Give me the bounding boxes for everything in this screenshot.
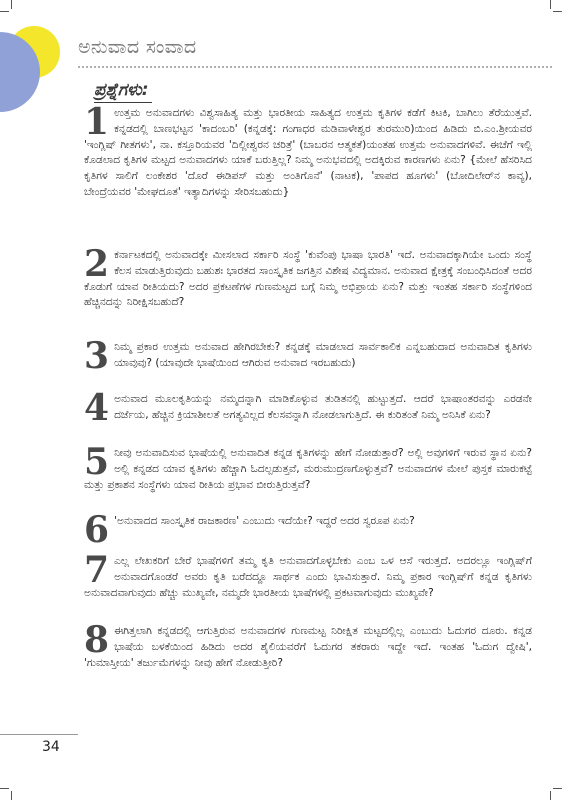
question-item bbox=[84, 387, 532, 429]
question-text: 'ಅನುವಾದದ ಸಾಂಸ್ಕೃತಿಕ ರಾಜಕಾರಣ' ಎಂಬುದು ಇದೆಯೇ? ಇದ್ದರೆ ಅದರ ಸ್ವರೂಪ ಏನು? bbox=[114, 515, 415, 527]
crop-mark bbox=[550, 791, 551, 800]
crop-mark bbox=[11, 0, 12, 9]
question-item bbox=[84, 335, 532, 377]
crop-mark bbox=[553, 788, 562, 789]
question-number: 5 bbox=[84, 441, 110, 483]
question-number: 3 bbox=[84, 335, 110, 377]
running-header: ಅನುವಾದ ಸಂವಾದ bbox=[78, 36, 197, 58]
question-item bbox=[84, 619, 532, 671]
question-text: ಕರ್ನಾಟಕದಲ್ಲಿ ಅನುವಾದಕ್ಕೇ ಮೀಸಲಾದ ಸರ್ಕಾರಿ ಸಂಸ್ಥೆ 'ಕುವೆಂಪು ಭಾಷಾ ಭಾರತಿ' ಇದೆ. ಅನುವಾದಕ್ಕಾಗಿಯೇ ಒಂದು ಸಂಸ್ಥೆ ಕೆಲಸ ಮಾಡುತ್ತಿರುವುದು ಬಹುಶಃ ಭಾರತದ ಸಾಂಸ್ಕೃತಿಕ ಜಗತ್ತಿನ ವಿಶೇಷ ವಿದ್ಯಮಾನ. ಅನುವಾದ ಕ್ಷೇತ್ರಕ್ಕೆ ಸಂಬಂಧಿಸಿದಂತೆ ಅದರ ಕೊಡುಗೆ ಯಾವ ರೀತಿಯದು? ಅದರ ಪ್ರಕಟಣೆಗಳ ಗುಣಮಟ್ಟದ ಬಗ್ಗೆ ನಿಮ್ಮ ಅಭಿಪ್ರಾಯ ಏನು? ಮತ್ತು ಇಂತಹ ಸರ್ಕಾರಿ ಸಂಸ್ಥೆಗಳಿಂದ ಹೆಚ್ಚಿನದನ್ನು ನಿರೀಕ್ಷಿಸಬಹುದೆ? bbox=[84, 249, 532, 309]
question-number: 2 bbox=[84, 243, 110, 285]
question-text: ಎಲ್ಲ ಲೇಖಕರಿಗೆ ಬೇರೆ ಭಾಷೆಗಳಿಗೆ ತಮ್ಮ ಕೃತಿ ಅನುವಾದಗೊಳ್ಳಬೇಕು ಎಂಬ ಒಳ ಆಸೆ ಇರುತ್ತದೆ. ಅದರಲ್ಲೂ ಇಂಗ್ಲಿಷ್‌ಗೆ ಅನುವಾದಗೊಂಡರೆ ಅವರು ಕೃತಿ ಬರೆದದ್ದೂ ಸಾರ್ಥಕ ಎಂದು ಭಾವಿಸುತ್ತಾರೆ. ನಿಮ್ಮ ಪ್ರಕಾರ ಇಂಗ್ಲಿಷ್‌ಗೆ ಕನ್ನಡ ಕೃತಿಗಳು ಅನುವಾದವಾಗುವುದು ಹೆಚ್ಚು ಮುಖ್ಯವೇ, ನಮ್ಮದೇ ಭಾರತೀಯ ಭಾಷೆಗಳಲ್ಲಿ ಪ್ರಕಟವಾಗುವುದು ಮುಖ್ಯವೇ? bbox=[84, 555, 532, 599]
question-number: 1 bbox=[84, 101, 110, 143]
question-text: ಉತ್ತಮ ಅನುವಾದಗಳು ವಿಶ್ವಸಾಹಿತ್ಯ ಮತ್ತು ಭಾರತೀಯ ಸಾಹಿತ್ಯದ ಉತ್ತಮ ಕೃತಿಗಳ ಕಡೆಗೆ ಕಿಟಕಿ, ಬಾಗಿಲು ತೆರೆಯುತ್ತವೆ. ಕನ್ನಡದಲ್ಲಿ ಬಾಣಭಟ್ಟನ 'ಕಾದಂಬರಿ' (ಕನ್ನಡಕ್ಕೆ: ಗಂಗಾಧರ ಮಡಿವಾಳೇಶ್ವರ ತುರಮುರಿ)ಯಿಂದ ಹಿಡಿದು ಬಿ.ಎಂ.ಶ್ರೀಯವರ 'ಇಂಗ್ಲಿಷ್ ಗೀತಗಳು', ನಾ. ಕಸ್ತೂರಿಯವರ 'ದಿಲ್ಲೀಶ್ವರನ ಚರಿತ್ರೆ' (ಬಾಬರನ ಆತ್ಮಕತೆ)ಯಂತಹ ಉತ್ತಮ ಅನುವಾದಗಳಿವೆ. ಈಚೆಗೆ ಇಲ್ಲಿ ಕೊಡಲಾದ ಕೃತಿಗಳ ಮಟ್ಟದ ಅನುವಾದಗಳು ಯಾಕೆ ಬರುತ್ತಿಲ್ಲ? ನಿಮ್ಮ ಅನುಭವದಲ್ಲಿ ಅದಕ್ಕಿರುವ ಕಾರಣಗಳು ಏನು? {ಮೇಲೆ ಹೆಸರಿಸಿದ ಕೃತಿಗಳ ಸಾಲಿಗೆ ಲಂಕೇಶರ 'ದೊರೆ ಈಡಿಪಸ್ ಮತ್ತು ಅಂತಿಗೊನೆ' (ನಾಟಕ), 'ಪಾಪದ ಹೂಗಳು' (ಬೋದಿಲೇರ್‌ನ ಕಾವ್ಯ), ಬೇಂದ್ರೆಯವರ 'ಮೇಘದೂತ' ಇತ್ಯಾದಿಗಳನ್ನು ಸೇರಿಸಬಹುದು} bbox=[84, 107, 532, 198]
crop-mark bbox=[553, 11, 562, 12]
crop-mark bbox=[11, 791, 12, 800]
footer-rule bbox=[0, 734, 78, 735]
question-text: ನೀವು ಅನುವಾದಿಸುವ ಭಾಷೆಯಲ್ಲಿ ಅನುವಾದಿತ ಕನ್ನಡ ಕೃತಿಗಳನ್ನು ಹೇಗೆ ನೋಡುತ್ತಾರೆ? ಅಲ್ಲಿ ಅವುಗಳಿಗೆ ಇರುವ ಸ್ಥಾನ ಏನು? ಅಲ್ಲಿ ಕನ್ನಡದ ಯಾವ ಕೃತಿಗಳು ಹೆಚ್ಚಾಗಿ ಓದಲ್ಪಡುತ್ತವೆ, ಮರುಮುದ್ರಣಗೊಳ್ಳುತ್ತವೆ? ಅನುವಾದಗಳ ಮೇಲೆ ಪುಸ್ತಕ ಮಾರುಕಟ್ಟೆ ಮತ್ತು ಪ್ರಕಾಶನ ಸಂಸ್ಥೆಗಳು ಯಾವ ರೀತಿಯ ಪ್ರಭಾವ ಬೀರುತ್ತಿರುತ್ತವೆ? bbox=[84, 447, 532, 491]
question-text: ಅನುವಾದ ಮೂಲಕೃತಿಯನ್ನು ನಮ್ಮದನ್ನಾಗಿ ಮಾಡಿಕೊಳ್ಳುವ ತುಡಿತನಲ್ಲಿ ಹುಟ್ಟುತ್ತದೆ. ಆದರೆ ಭಾಷಾಂತರವನ್ನು ಎರಡನೇ ದರ್ಜೆಯ, ಹೆಚ್ಚಿನ ಕ್ರಿಯಾಶೀಲತೆ ಅಗತ್ಯವಿಲ್ಲದ ಕೆಲಸವನ್ನಾಗಿ ನೋಡಲಾಗುತ್ತಿದೆ. ಈ ಕುರಿತಂತೆ ನಿಮ್ಮ ಅನಿಸಿಕೆ ಏನು? bbox=[114, 393, 532, 421]
crop-mark bbox=[0, 11, 9, 12]
question-item bbox=[84, 549, 532, 601]
question-item bbox=[84, 441, 532, 493]
question-item bbox=[84, 243, 532, 311]
question-item bbox=[84, 101, 532, 201]
question-number: 7 bbox=[84, 549, 110, 591]
question-text: ನಿಮ್ಮ ಪ್ರಕಾರ ಉತ್ತಮ ಅನುವಾದ ಹೇಗಿರಬೇಕು? ಕನ್ನಡಕ್ಕೆ ಮಾಡಲಾದ ಸಾರ್ವಕಾಲಿಕ ಎನ್ನಬಹುದಾದ ಅನುವಾದಿತ ಕೃತಿಗಳು ಯಾವುವು? (ಯಾವುದೇ ಭಾಷೆಯಿಂದ ಆಗಿರುವ ಅನುವಾದ ಇರಬಹುದು) bbox=[114, 341, 532, 369]
question-item bbox=[84, 509, 532, 551]
crop-mark bbox=[0, 788, 9, 789]
header-dotted-rule bbox=[78, 66, 552, 68]
crop-mark bbox=[550, 0, 551, 9]
question-text: ಈಗಿತ್ತಲಾಗಿ ಕನ್ನಡದಲ್ಲಿ ಆಗುತ್ತಿರುವ ಅನುವಾದಗಳ ಗುಣಮಟ್ಟ ನಿರೀಕ್ಷಿತ ಮಟ್ಟದಲ್ಲಿಲ್ಲ ಎಂಬುದು ಓದುಗರ ದೂರು. ಕನ್ನಡ ಭಾಷೆಯ ಬಳಕೆಯಿಂದ ಹಿಡಿದು ಅದರ ಶೈಲಿಯವರೆಗೆ ಓದುಗರ ತಕರಾರು ಇದ್ದೇ ಇದೆ. ಇಂತಹ 'ಓದುಗ ದ್ವೇಷಿ', 'ಗುಮಾಸ್ತೀಯ' ತರ್ಜುಮೆಗಳನ್ನು ನೀವು ಹೇಗೆ ನೋಡುತ್ತೀರಿ? bbox=[84, 625, 532, 669]
question-number: 8 bbox=[84, 619, 110, 661]
question-number: 6 bbox=[84, 509, 110, 551]
question-number: 4 bbox=[84, 387, 110, 429]
page-number: 34 bbox=[42, 739, 60, 755]
section-title: ಪ್ರಶ್ನೆಗಳು: bbox=[94, 80, 149, 100]
